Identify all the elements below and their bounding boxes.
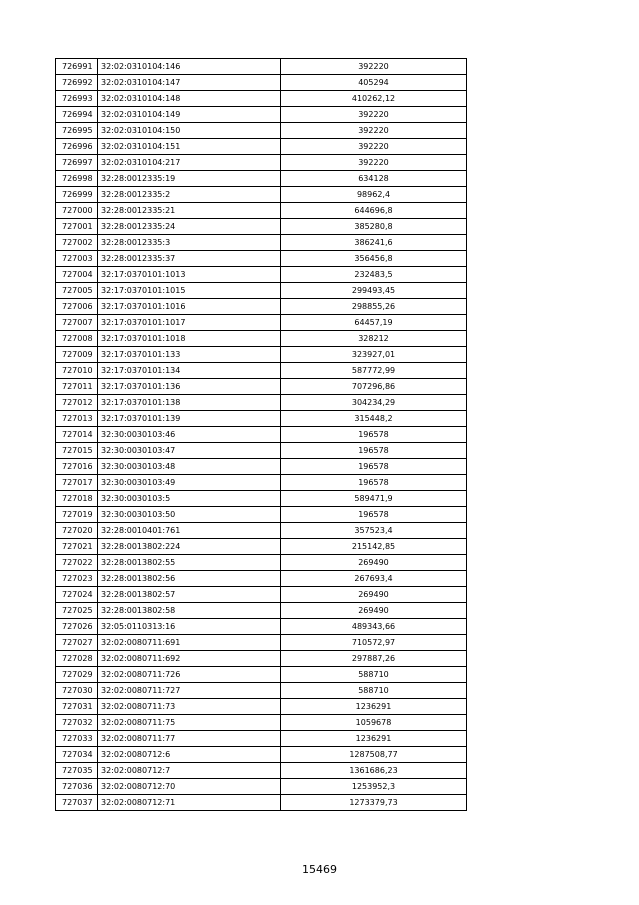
row-id-cell: 726996 (56, 139, 98, 155)
value-cell: 299493,45 (281, 283, 467, 299)
table-row (56, 123, 467, 139)
value-cell: 269490 (281, 555, 467, 571)
row-id-cell: 727026 (56, 619, 98, 635)
cadastral-number-cell: 32:30:0030103:46 (98, 427, 281, 443)
value-cell: 410262,12 (281, 91, 467, 107)
row-id-cell: 727030 (56, 683, 98, 699)
table-row (56, 683, 467, 699)
table-row (56, 219, 467, 235)
value-cell: 98962,4 (281, 187, 467, 203)
row-id-cell: 727000 (56, 203, 98, 219)
value-cell: 196578 (281, 443, 467, 459)
table-row (56, 619, 467, 635)
row-id-cell: 727014 (56, 427, 98, 443)
table-row (56, 603, 467, 619)
cadastral-number-cell: 32:17:0370101:133 (98, 347, 281, 363)
row-id-cell: 727025 (56, 603, 98, 619)
cadastral-number-cell: 32:28:0013802:56 (98, 571, 281, 587)
table-row (56, 107, 467, 123)
value-cell: 644696,8 (281, 203, 467, 219)
table-row (56, 795, 467, 811)
table-row (56, 235, 467, 251)
row-id-cell: 727010 (56, 363, 98, 379)
table-row (56, 715, 467, 731)
row-id-cell: 727015 (56, 443, 98, 459)
cadastral-number-cell: 32:17:0370101:138 (98, 395, 281, 411)
row-id-cell: 726999 (56, 187, 98, 203)
cadastral-number-cell: 32:17:0370101:136 (98, 379, 281, 395)
table-row (56, 411, 467, 427)
value-cell: 1361686,23 (281, 763, 467, 779)
value-cell: 392220 (281, 59, 467, 75)
row-id-cell: 727013 (56, 411, 98, 427)
row-id-cell: 727028 (56, 651, 98, 667)
value-cell: 1059678 (281, 715, 467, 731)
row-id-cell: 727001 (56, 219, 98, 235)
row-id-cell: 727007 (56, 315, 98, 331)
table-row (56, 699, 467, 715)
table-row (56, 267, 467, 283)
value-cell: 1253952,3 (281, 779, 467, 795)
cadastral-number-cell: 32:02:0310104:146 (98, 59, 281, 75)
table-row (56, 379, 467, 395)
row-id-cell: 727036 (56, 779, 98, 795)
value-cell: 269490 (281, 587, 467, 603)
table-row (56, 283, 467, 299)
value-cell: 357523,4 (281, 523, 467, 539)
cadastral-number-cell: 32:02:0080711:691 (98, 635, 281, 651)
row-id-cell: 727020 (56, 523, 98, 539)
cadastral-number-cell: 32:28:0012335:37 (98, 251, 281, 267)
row-id-cell: 727002 (56, 235, 98, 251)
value-cell: 269490 (281, 603, 467, 619)
cadastral-number-cell: 32:30:0030103:49 (98, 475, 281, 491)
table-row (56, 475, 467, 491)
row-id-cell: 726992 (56, 75, 98, 91)
row-id-cell: 727031 (56, 699, 98, 715)
cadastral-number-cell: 32:02:0310104:147 (98, 75, 281, 91)
table-row (56, 395, 467, 411)
value-cell: 267693,4 (281, 571, 467, 587)
table-row (56, 747, 467, 763)
table-row (56, 539, 467, 555)
value-cell: 315448,2 (281, 411, 467, 427)
row-id-cell: 726991 (56, 59, 98, 75)
cadastral-number-cell: 32:30:0030103:5 (98, 491, 281, 507)
row-id-cell: 727022 (56, 555, 98, 571)
table-row (56, 139, 467, 155)
row-id-cell: 727027 (56, 635, 98, 651)
cadastral-number-cell: 32:17:0370101:1013 (98, 267, 281, 283)
row-id-cell: 727034 (56, 747, 98, 763)
table-row (56, 59, 467, 75)
value-cell: 588710 (281, 667, 467, 683)
value-cell: 298855,26 (281, 299, 467, 315)
row-id-cell: 726997 (56, 155, 98, 171)
value-cell: 356456,8 (281, 251, 467, 267)
cadastral-number-cell: 32:28:0012335:2 (98, 187, 281, 203)
cadastral-number-cell: 32:17:0370101:1018 (98, 331, 281, 347)
table-row (56, 299, 467, 315)
table-row (56, 491, 467, 507)
value-cell: 634128 (281, 171, 467, 187)
value-cell: 386241,6 (281, 235, 467, 251)
table-row (56, 507, 467, 523)
table-row (56, 523, 467, 539)
cadastral-number-cell: 32:28:0013802:57 (98, 587, 281, 603)
row-id-cell: 727037 (56, 795, 98, 811)
cadastral-number-cell: 32:17:0370101:139 (98, 411, 281, 427)
value-cell: 196578 (281, 507, 467, 523)
cadastral-number-cell: 32:28:0013802:55 (98, 555, 281, 571)
table-row (56, 459, 467, 475)
cadastral-number-cell: 32:02:0080711:726 (98, 667, 281, 683)
table-row (56, 763, 467, 779)
value-cell: 710572,97 (281, 635, 467, 651)
value-cell: 1273379,73 (281, 795, 467, 811)
cadastral-number-cell: 32:02:0080712:71 (98, 795, 281, 811)
value-cell: 392220 (281, 107, 467, 123)
value-cell: 589471,9 (281, 491, 467, 507)
row-id-cell: 727003 (56, 251, 98, 267)
table-row (56, 315, 467, 331)
value-cell: 489343,66 (281, 619, 467, 635)
cadastral-number-cell: 32:02:0310104:150 (98, 123, 281, 139)
cadastral-number-cell: 32:28:0012335:21 (98, 203, 281, 219)
value-cell: 1236291 (281, 731, 467, 747)
row-id-cell: 727017 (56, 475, 98, 491)
value-cell: 215142,85 (281, 539, 467, 555)
row-id-cell: 727018 (56, 491, 98, 507)
table-row (56, 731, 467, 747)
row-id-cell: 727009 (56, 347, 98, 363)
table-row (56, 427, 467, 443)
row-id-cell: 727023 (56, 571, 98, 587)
cadastral-number-cell: 32:17:0370101:1015 (98, 283, 281, 299)
table-row (56, 635, 467, 651)
table-row (56, 251, 467, 267)
cadastral-number-cell: 32:02:0080712:7 (98, 763, 281, 779)
value-cell: 196578 (281, 427, 467, 443)
value-cell: 1236291 (281, 699, 467, 715)
cadastral-number-cell: 32:02:0080711:75 (98, 715, 281, 731)
value-cell: 297887,26 (281, 651, 467, 667)
cadastral-number-cell: 32:17:0370101:1017 (98, 315, 281, 331)
table-row (56, 779, 467, 795)
cadastral-number-cell: 32:30:0030103:48 (98, 459, 281, 475)
row-id-cell: 727021 (56, 539, 98, 555)
cadastral-number-cell: 32:30:0030103:50 (98, 507, 281, 523)
value-cell: 588710 (281, 683, 467, 699)
table-row (56, 667, 467, 683)
cadastral-number-cell: 32:02:0080711:77 (98, 731, 281, 747)
cadastral-number-cell: 32:02:0080712:6 (98, 747, 281, 763)
row-id-cell: 727032 (56, 715, 98, 731)
table-row (56, 443, 467, 459)
row-id-cell: 726998 (56, 171, 98, 187)
table-row (56, 363, 467, 379)
value-cell: 392220 (281, 139, 467, 155)
table-row (56, 571, 467, 587)
cadastral-number-cell: 32:28:0013802:58 (98, 603, 281, 619)
value-cell: 64457,19 (281, 315, 467, 331)
table-row (56, 347, 467, 363)
table-row (56, 331, 467, 347)
row-id-cell: 727016 (56, 459, 98, 475)
cadastral-number-cell: 32:30:0030103:47 (98, 443, 281, 459)
row-id-cell: 727029 (56, 667, 98, 683)
value-cell: 392220 (281, 123, 467, 139)
row-id-cell: 726993 (56, 91, 98, 107)
cadastral-number-cell: 32:02:0080711:73 (98, 699, 281, 715)
value-cell: 323927,01 (281, 347, 467, 363)
value-cell: 707296,86 (281, 379, 467, 395)
table-row (56, 171, 467, 187)
table-row (56, 203, 467, 219)
row-id-cell: 727005 (56, 283, 98, 299)
cadastral-number-cell: 32:28:0012335:19 (98, 171, 281, 187)
row-id-cell: 726995 (56, 123, 98, 139)
row-id-cell: 727019 (56, 507, 98, 523)
row-id-cell: 727011 (56, 379, 98, 395)
value-cell: 587772,99 (281, 363, 467, 379)
table-row (56, 155, 467, 171)
cadastral-number-cell: 32:02:0310104:149 (98, 107, 281, 123)
row-id-cell: 727006 (56, 299, 98, 315)
row-id-cell: 727012 (56, 395, 98, 411)
value-cell: 304234,29 (281, 395, 467, 411)
cadastral-number-cell: 32:17:0370101:134 (98, 363, 281, 379)
cadastral-number-cell: 32:02:0310104:148 (98, 91, 281, 107)
cadastral-number-cell: 32:02:0310104:151 (98, 139, 281, 155)
row-id-cell: 727008 (56, 331, 98, 347)
page-number: 15469 (302, 863, 337, 876)
cadastral-number-cell: 32:02:0080712:70 (98, 779, 281, 795)
row-id-cell: 727024 (56, 587, 98, 603)
table-row (56, 555, 467, 571)
cadastral-number-cell: 32:28:0012335:24 (98, 219, 281, 235)
cadastral-number-cell: 32:02:0310104:217 (98, 155, 281, 171)
row-id-cell: 727004 (56, 267, 98, 283)
value-cell: 405294 (281, 75, 467, 91)
value-cell: 1287508,77 (281, 747, 467, 763)
value-cell: 328212 (281, 331, 467, 347)
cadastral-number-cell: 32:05:0110313:16 (98, 619, 281, 635)
row-id-cell: 727035 (56, 763, 98, 779)
row-id-cell: 727033 (56, 731, 98, 747)
cadastral-number-cell: 32:02:0080711:727 (98, 683, 281, 699)
table-row (56, 75, 467, 91)
table-row (56, 91, 467, 107)
records-table-body (56, 59, 467, 811)
value-cell: 232483,5 (281, 267, 467, 283)
table-row (56, 187, 467, 203)
cadastral-number-cell: 32:17:0370101:1016 (98, 299, 281, 315)
records-table (55, 58, 467, 811)
row-id-cell: 726994 (56, 107, 98, 123)
table-row (56, 651, 467, 667)
table-row (56, 587, 467, 603)
value-cell: 392220 (281, 155, 467, 171)
cadastral-number-cell: 32:28:0012335:3 (98, 235, 281, 251)
cadastral-number-cell: 32:28:0013802:224 (98, 539, 281, 555)
cadastral-number-cell: 32:28:0010401:761 (98, 523, 281, 539)
value-cell: 196578 (281, 475, 467, 491)
cadastral-number-cell: 32:02:0080711:692 (98, 651, 281, 667)
value-cell: 385280,8 (281, 219, 467, 235)
value-cell: 196578 (281, 459, 467, 475)
